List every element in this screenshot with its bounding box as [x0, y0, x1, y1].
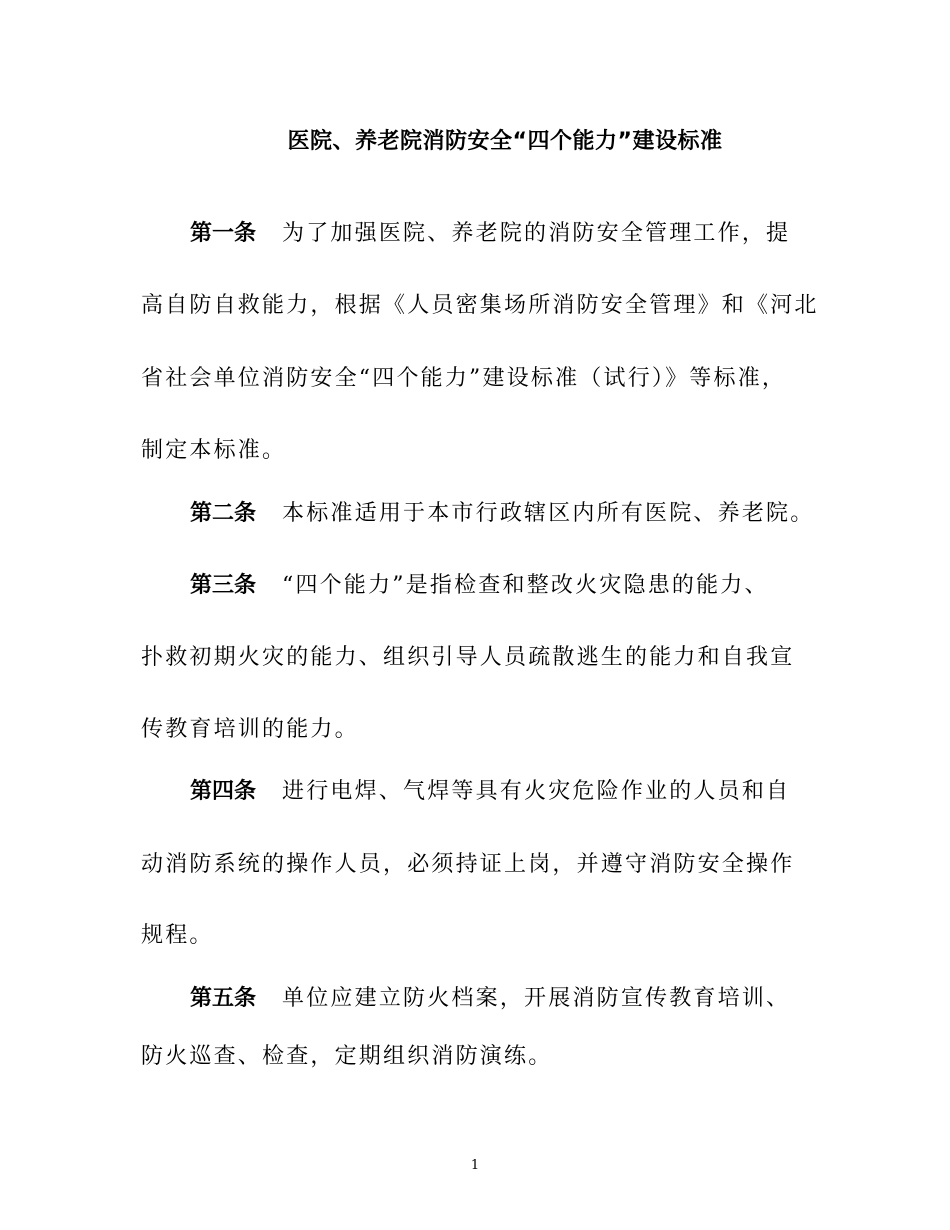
article-1-text: 为了加强医院、养老院的消防安全管理工作，提 [282, 221, 791, 246]
article-3-line-1 [190, 571, 870, 601]
article-3-text: “四个能力”是指检查和整改火灾隐患的能力、 [282, 573, 769, 598]
article-1-line-3: 省社会单位消防安全“四个能力”建设标准（试行）》等标准， [141, 366, 787, 391]
article-1-line-2: 高自防自救能力，根据《人员密集场所消防安全管理》和《河北 [141, 293, 819, 318]
article-4-line-2: 动消防系统的操作人员，必须持证上岗，并遵守消防安全操作 [141, 852, 795, 877]
article-2-text: 本标准适用于本市行政辖区内所有医院、养老院。 [282, 501, 815, 526]
article-3-line-2: 扑救初期火灾的能力、组织引导人员疏散逃生的能力和自我宣 [141, 645, 795, 670]
article-2-label: 第二条 [190, 501, 257, 526]
document-title: 医院、养老院消防安全“四个能力”建设标准 [287, 129, 723, 154]
article-4-line-1 [190, 777, 870, 807]
article-4-line-3: 规程。 [141, 923, 214, 948]
article-3-label: 第三条 [190, 573, 257, 598]
page-number: 1 [470, 1158, 480, 1173]
article-5-line-1 [190, 984, 870, 1014]
article-1-line-4: 制定本标准。 [141, 438, 287, 463]
article-5-text: 单位应建立防火档案，开展消防宣传教育培训、 [282, 986, 791, 1011]
article-5-label: 第五条 [190, 986, 257, 1011]
article-1-line-1 [190, 219, 870, 249]
article-4-text: 进行电焊、气焊等具有火灾危险作业的人员和自 [282, 779, 791, 804]
article-2-line-1 [190, 499, 870, 529]
article-4-label: 第四条 [190, 779, 257, 804]
article-3-line-3: 传教育培训的能力。 [141, 717, 359, 742]
article-1-label: 第一条 [190, 221, 257, 246]
article-5-line-2: 防火巡查、检查，定期组织消防演练。 [141, 1044, 553, 1069]
